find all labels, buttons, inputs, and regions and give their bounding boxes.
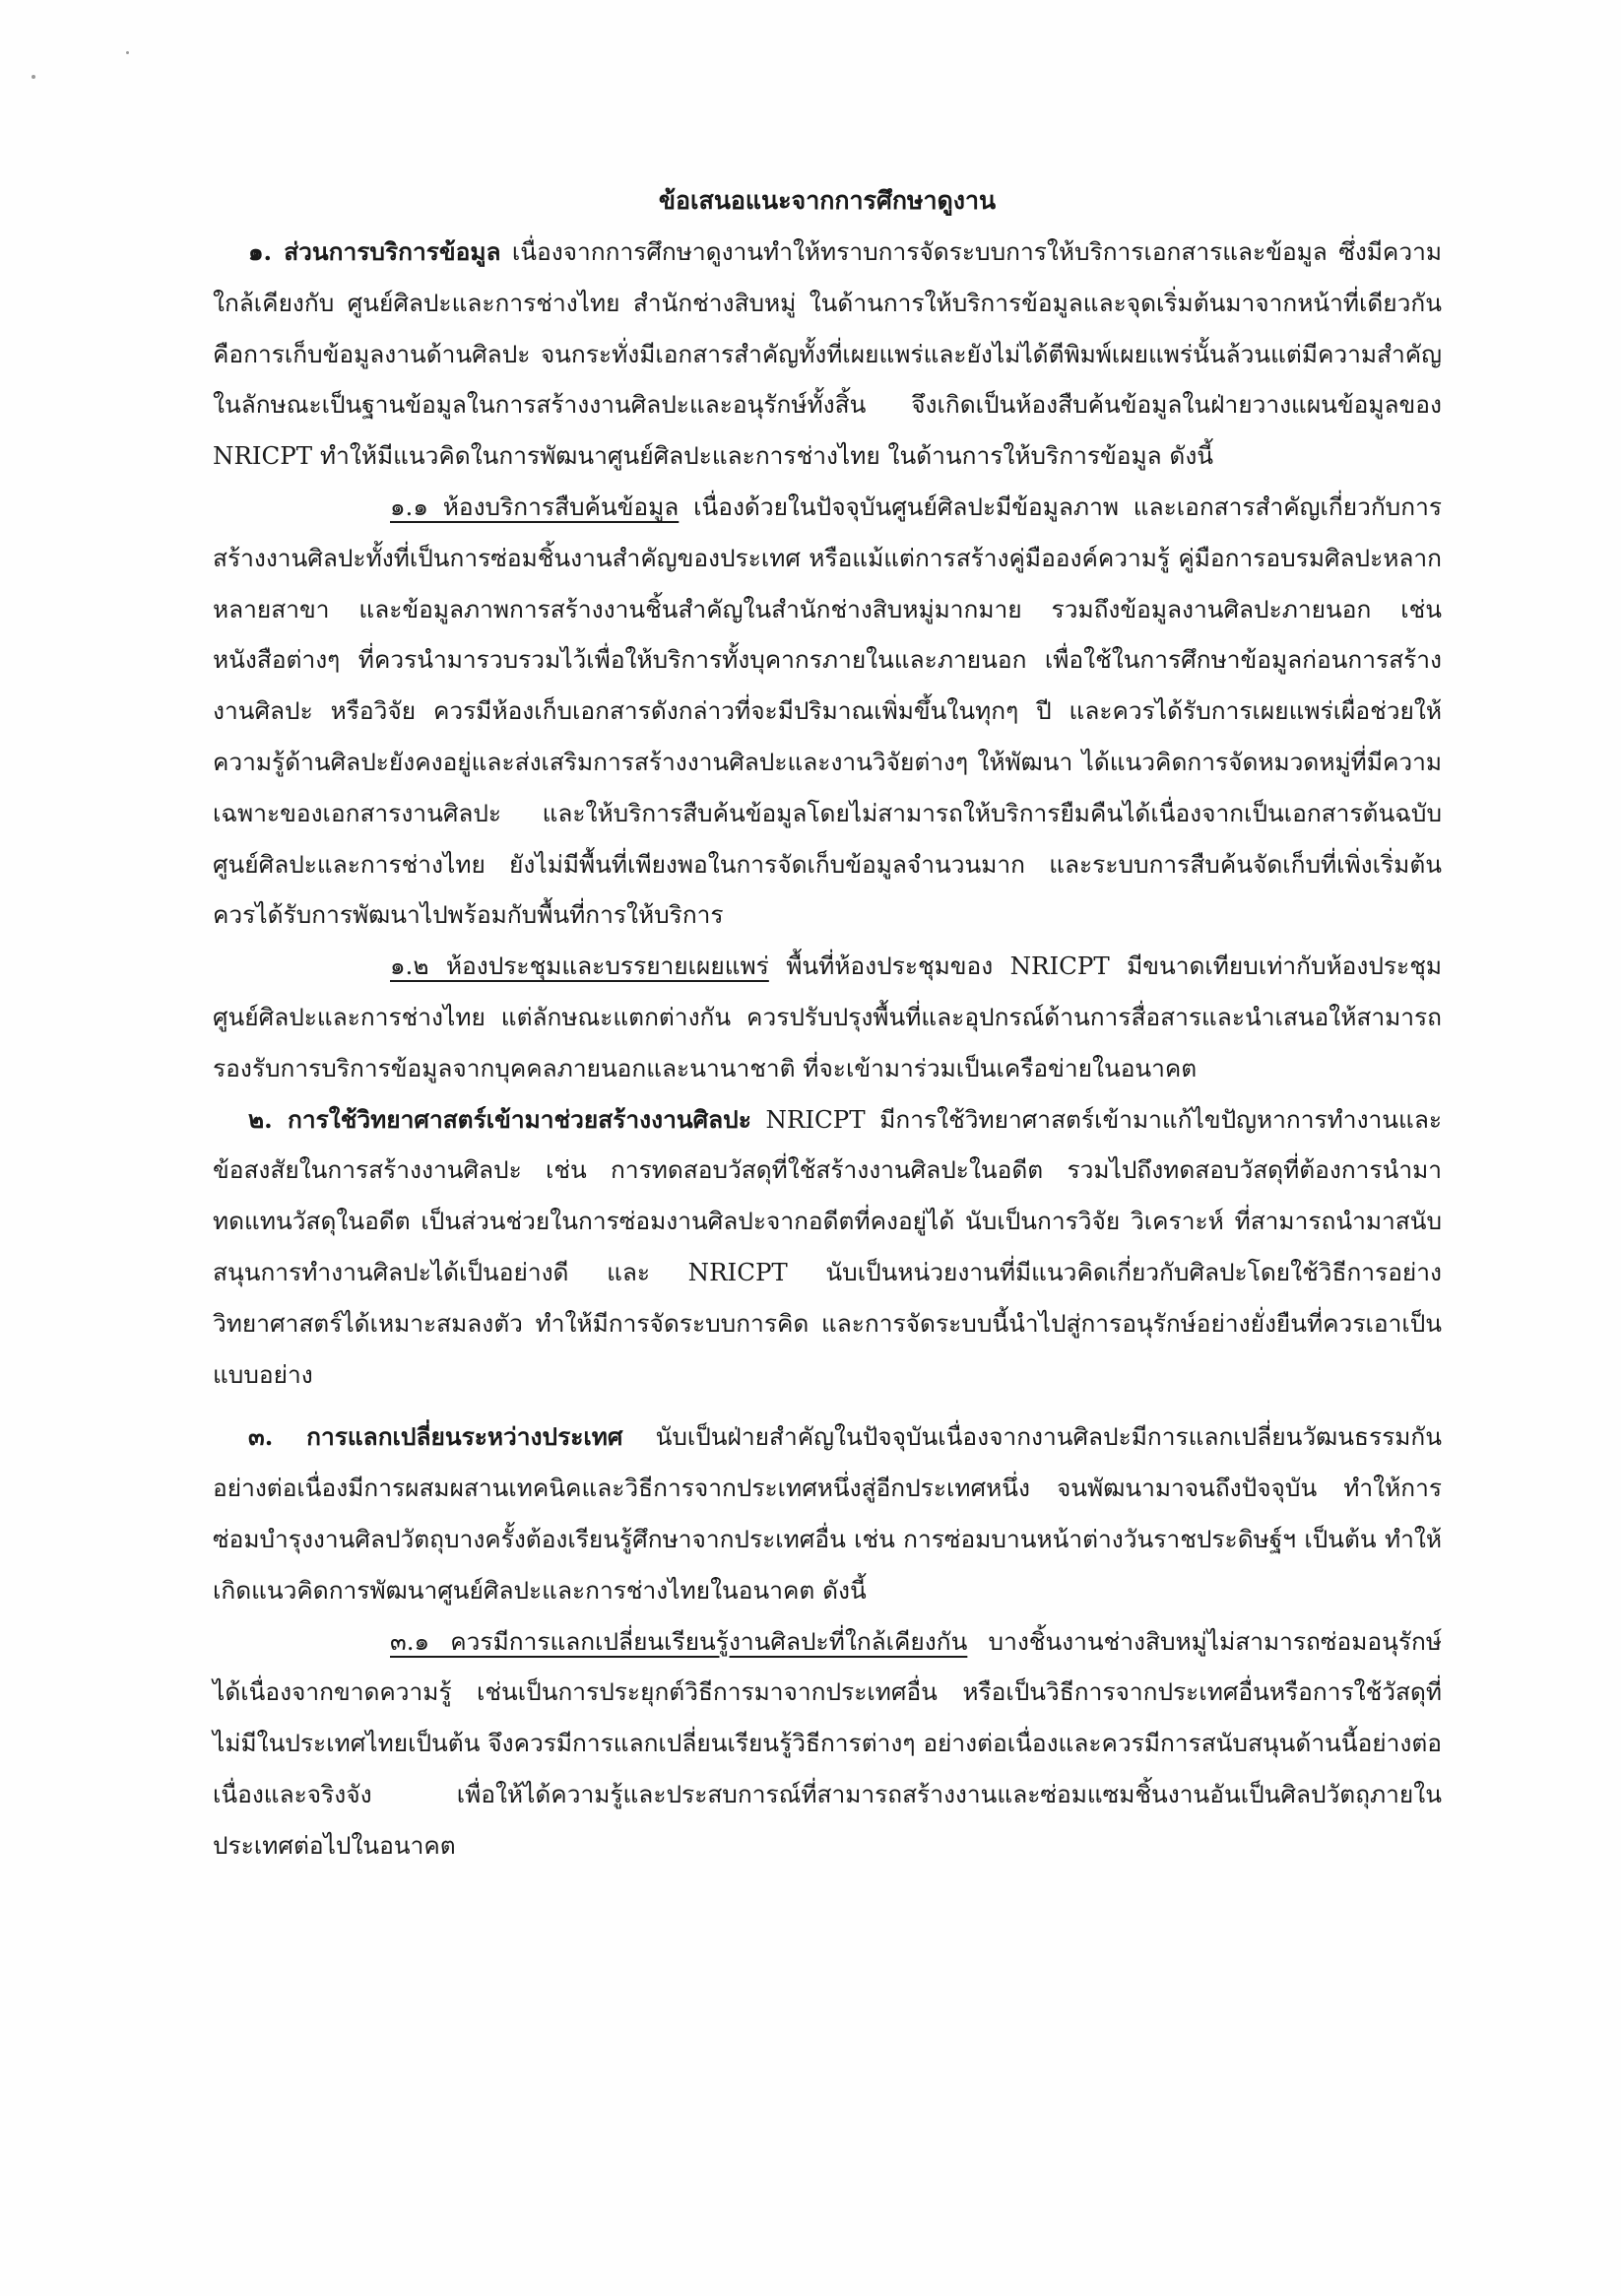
section-1-heading: ๑. ส่วนการบริการข้อมูล [248,237,501,266]
section-3-1-paragraph [213,1616,1442,1871]
section-3-paragraph [213,1411,1442,1615]
section-1-2-heading: ๑.๒ ห้องประชุมและบรรยายเผยแพร่ [390,951,769,981]
section-2-paragraph [213,1094,1442,1401]
section-1-1-text: เนื่องด้วยในปัจจุบันศูนย์ศิลปะมีข้อมูลภาพ และเอกสารสำคัญเกี่ยวกับการสร้างงานศิลปะทั้งที่เป็นการซ่อมชิ้นงานสำคัญของประเทศ หรือแม้แต่การสร้างคู่มือองค์ความรู้ คู่มือการอบรมศิลปะหลากหลายสาขา และข้อมูลภาพการสร้างงานชิ้นสำคัญในสำนักช่างสิบหมู่มากมาย รวมถึงข้อมูลงานศิลปะภายนอก เช่นหนังสือต่างๆ ที่ควรนำมารวบรวมไว้เพื่อให้บริการทั้งบุคากรภายในและภายนอก เพื่อใช้ในการศึกษาข้อมูลก่อนการสร้างงานศิลปะ หรือวิจัย ควรมีห้องเก็บเอกสารดังกล่าวที่จะมีปริมาณเพิ่มขึ้นในทุกๆ ปี และควรได้รับการเผยแพร่เผื่อช่วยให้ความรู้ด้านศิลปะยังคงอยู่และส่งเสริมการสร้างงานศิลปะและงานวิจัยต่างๆ ให้พัฒนา ได้แนวคิดการจัดหมวดหมู่ที่มีความเฉพาะของเอกสารงานศิลปะ และให้บริการสืบค้นข้อมูลโดยไม่สามารถให้บริการยืมคืนได้เนื่องจากเป็นเอกสารต้นฉบับ ศูนย์ศิลปะและการช่างไทย ยังไม่มีพื้นที่เพียงพอในการจัดเก็บข้อมูลจำนวนมาก และระบบการสืบค้นจัดเก็บที่เพิ่งเริ่มต้นควรได้รับการพัฒนาไปพร้อมกับพื้นที่การให้บริการ [213,492,1442,930]
section-1-2-text: พื้นที่ห้องประชุมของ NRICPT มีขนาดเทียบเท่ากับห้องประชุมศูนย์ศิลปะและการช่างไทย แต่ลักษณะแตกต่างกัน ควรปรับปรุงพื้นที่และอุปกรณ์ด้านการสื่อสารและนำเสนอให้สามารถรองรับการบริการข้อมูลจากบุคคลภายนอกและนานาชาติ ที่จะเข้ามาร่วมเป็นเครือข่ายในอนาคต [213,951,1442,1082]
page-title: ข้อเสนอแนะจากการศึกษาดูงาน [658,186,997,215]
scan-speck [32,75,35,79]
section-3-text: นับเป็นฝ่ายสำคัญในปัจจุบันเนื่องจากงานศิลปะมีการแลกเปลี่ยนวัฒนธรรมกันอย่างต่อเนื่องมีการผสมผสานเทคนิคและวิธีการจากประเทศหนึ่งสู่อีกประเทศหนึ่ง จนพัฒนามาจนถึงปัจจุบัน ทำให้การซ่อมบำรุงงานศิลปวัตถุบางครั้งต้องเรียนรู้ศึกษาจากประเทศอื่น เช่น การซ่อมบานหน้าต่างวันราชประดิษฐ์ฯ เป็นต้น ทำให้เกิดแนวคิดการพัฒนาศูนย์ศิลปะและการช่างไทยในอนาคต ดังนี้ [213,1422,1442,1605]
section-1-1-heading: ๑.๑ ห้องบริการสืบค้นข้อมูล [390,492,680,521]
section-1-paragraph [213,227,1442,482]
section-1-1-paragraph [213,482,1442,941]
scan-speck [126,51,129,54]
section-3-heading: ๓. การแลกเปลี่ยนระหว่างประเทศ [248,1422,623,1452]
section-3-1-heading: ๓.๑ ควรมีการแลกเปลี่ยนเรียนรู้งานศิลปะที่ใกล้เคียงกัน [390,1626,968,1656]
section-3-1-text: บางชิ้นงานช่างสิบหมู่ไม่สามารถซ่อมอนุรักษ์ได้เนื่องจากขาดความรู้ เช่นเป็นการประยุกต์วิธีการมาจากประเทศอื่น หรือเป็นวิธีการจากประเทศอื่นหรือการใช้วัสดุที่ไม่มีในประเทศไทยเป็นต้น จึงควรมีการแลกเปลี่ยนเรียนรู้วิธีการต่างๆ อย่างต่อเนื่องและควรมีการสนับสนุนด้านนี้อย่างต่อเนื่องและจริงจัง เพื่อให้ได้ความรู้และประสบการณ์ที่สามารถสร้างงานและซ่อมแซมชิ้นงานอันเป็นศิลปวัตถุภายในประเทศต่อไปในอนาคต [213,1626,1442,1860]
section-2-text: NRICPT มีการใช้วิทยาศาสตร์เข้ามาแก้ไขปัญหาการทำงานและข้อสงสัยในการสร้างงานศิลปะ เช่น การทดสอบวัสดุที่ใช้สร้างงานศิลปะในอดีต รวมไปถึงทดสอบวัสดุที่ต้องการนำมาทดแทนวัสดุในอดีต เป็นส่วนช่วยในการซ่อมงานศิลปะจากอดีตที่คงอยู่ได้ นับเป็นการวิจัย วิเคราะห์ ที่สามารถนำมาสนับสนุนการทำงานศิลปะได้เป็นอย่างดี และ NRICPT นับเป็นหน่วยงานที่มีแนวคิดเกี่ยวกับศิลปะโดยใช้วิธีการอย่างวิทยาศาสตร์ได้เหมาะสมลงตัว ทำให้มีการจัดระบบการคิด และการจัดระบบนี้นำไปสู่การอนุรักษ์อย่างยั่งยืนที่ควรเอาเป็นแบบอย่าง [213,1104,1442,1389]
section-2-heading: ๒. การใช้วิทยาศาสตร์เข้ามาช่วยสร้างงานศิลปะ [248,1104,751,1134]
section-1-2-paragraph [213,941,1442,1093]
document-body [213,175,1442,1871]
section-1-text: เนื่องจากการศึกษาดูงานทำให้ทราบการจัดระบบการให้บริการเอกสารและข้อมูล ซึ่งมีความใกล้เคียงกับ ศูนย์ศิลปะและการช่างไทย สำนักช่างสิบหมู่ ในด้านการให้บริการข้อมูลและจุดเริ่มต้นมาจากหน้าที่เดียวกัน คือการเก็บข้อมูลงานด้านศิลปะ จนกระทั่งมีเอกสารสำคัญทั้งที่เผยแพร่และยังไม่ได้ตีพิมพ์เผยแพร่นั้นล้วนแต่มีความสำคัญ ในลักษณะเป็นฐานข้อมูลในการสร้างงานศิลปะและอนุรักษ์ทั้งสิ้น จึงเกิดเป็นห้องสืบค้นข้อมูลในฝ่ายวางแผนข้อมูลของ NRICPT ทำให้มีแนวคิดในการพัฒนาศูนย์ศิลปะและการช่างไทย ในด้านการให้บริการข้อมูล ดังนี้ [213,237,1442,471]
